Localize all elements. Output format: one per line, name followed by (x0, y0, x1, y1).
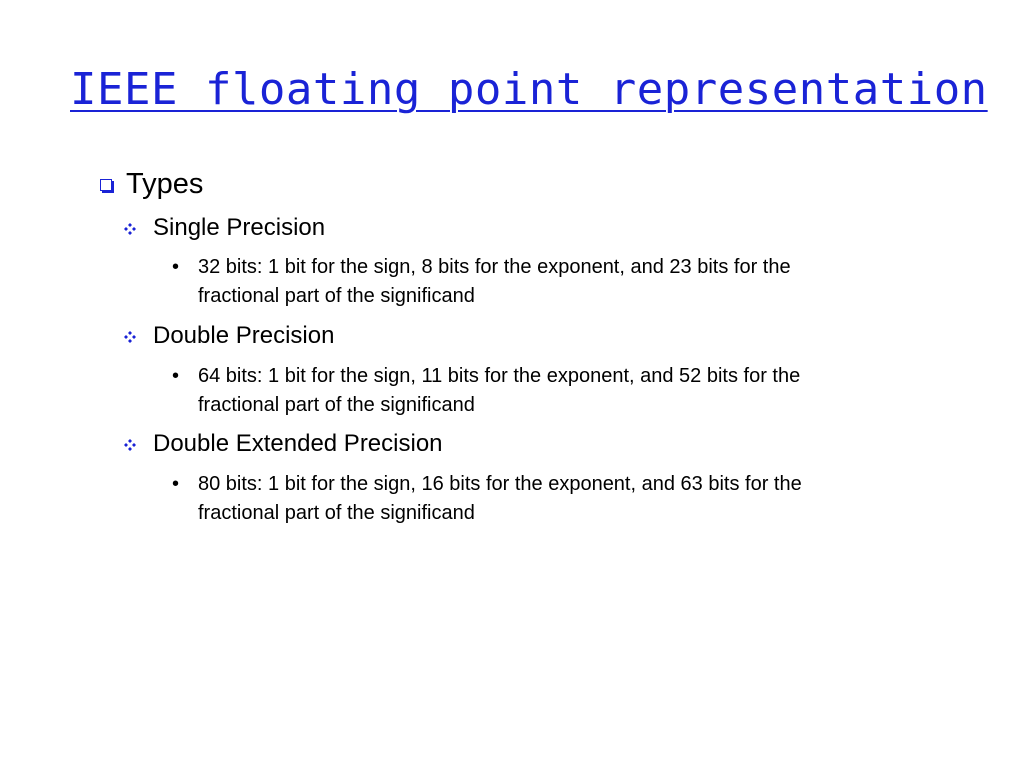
subbullet-single-precision (124, 212, 325, 244)
detail-text: 80 bits: 1 bit for the sign, 16 bits for the exponent, and 63 bits for the fractional part of the significand (198, 473, 802, 524)
four-diamond-bullet-icon (124, 439, 136, 451)
detail-text: 32 bits: 1 bit for the sign, 8 bits for the exponent, and 23 bits for the fractional part of the significand (198, 256, 791, 307)
subbullet-label: Single Precision (153, 214, 326, 241)
four-diamond-bullet-icon (124, 223, 136, 235)
dot-bullet-icon: • (172, 365, 180, 387)
subbullet-label: Double Extended Precision (153, 430, 443, 457)
subbullet-label: Double Precision (153, 322, 335, 349)
dot-bullet-icon: • (172, 473, 180, 495)
detail-double-precision (172, 362, 872, 420)
subbullet-double-extended-precision (124, 428, 443, 460)
dot-bullet-icon: • (172, 256, 180, 278)
detail-double-extended-precision (172, 470, 872, 528)
four-diamond-bullet-icon (124, 331, 136, 343)
slide-title: IEEE floating point representation (70, 64, 988, 115)
detail-single-precision (172, 253, 872, 311)
detail-text: 64 bits: 1 bit for the sign, 11 bits for the exponent, and 52 bits for the fractional part of the significand (198, 365, 801, 416)
hollow-square-bullet-icon (100, 179, 112, 191)
subbullet-double-precision (124, 320, 334, 352)
bullet-types-label: Types (126, 168, 204, 200)
bullet-types (100, 166, 203, 202)
